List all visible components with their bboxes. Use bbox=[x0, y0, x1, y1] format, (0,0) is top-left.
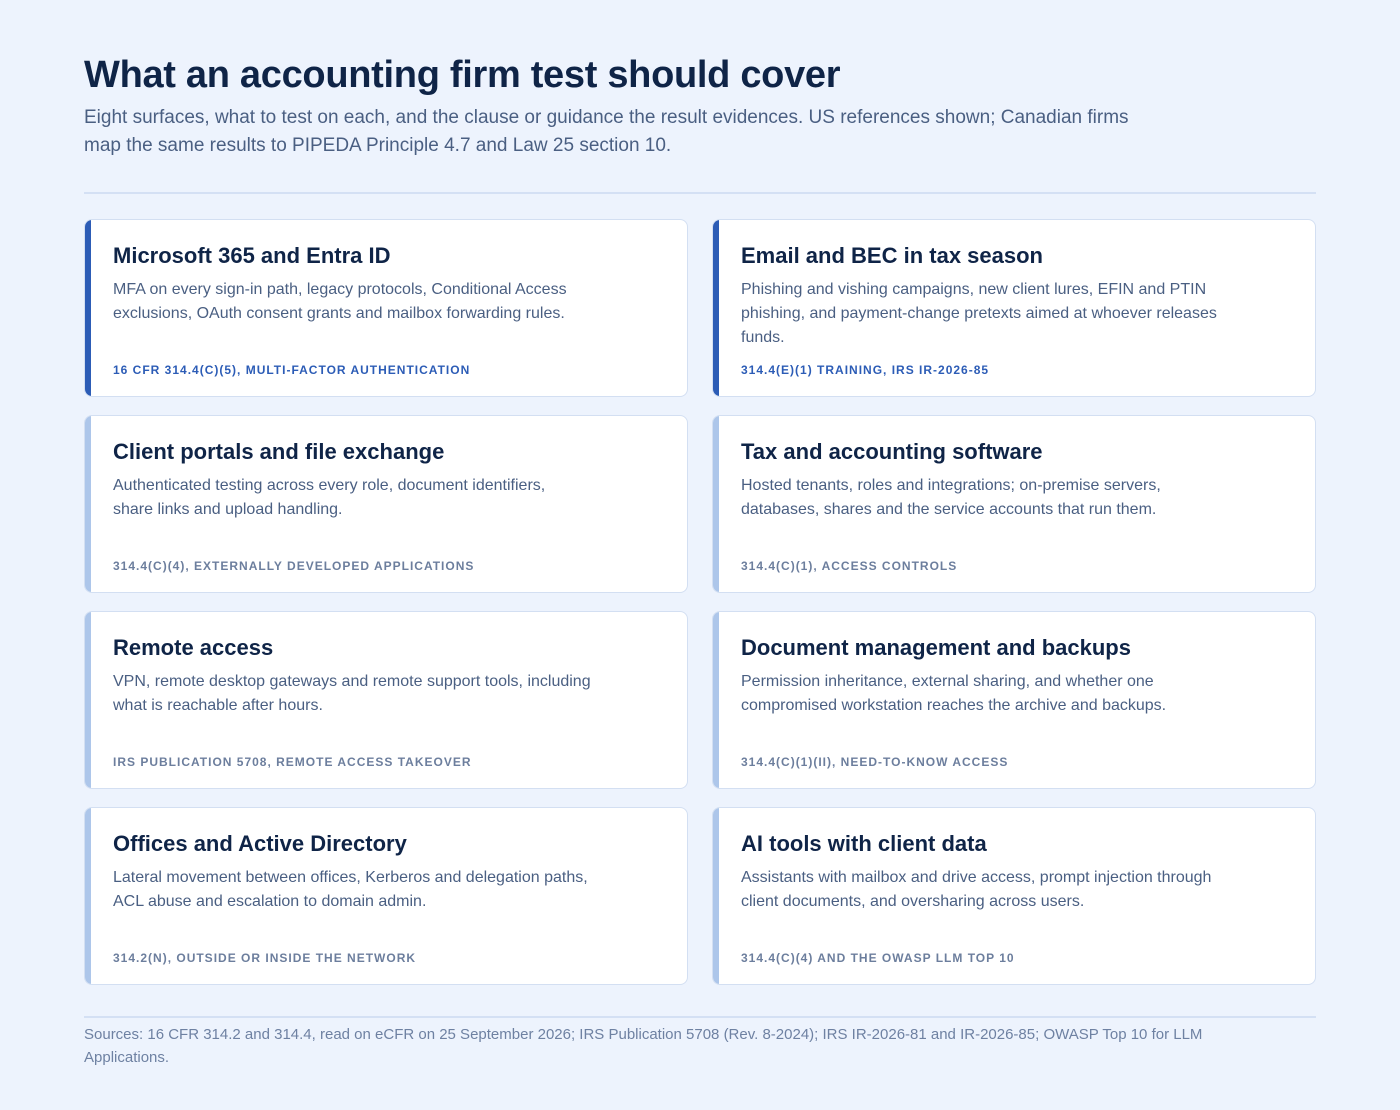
surface-card-ai-tools bbox=[712, 807, 1316, 985]
card-reference: 314.4(C)(4) AND THE OWASP LLM TOP 10 bbox=[741, 951, 1015, 965]
surface-grid bbox=[84, 219, 1316, 985]
card-reference: IRS PUBLICATION 5708, REMOTE ACCESS TAKEOVER bbox=[113, 755, 472, 769]
top-divider bbox=[84, 192, 1316, 194]
card-title: Client portals and file exchange bbox=[113, 439, 445, 464]
bottom-divider bbox=[84, 1016, 1316, 1018]
card-description: Phishing and vishing campaigns, new client lures, EFIN and PTIN phishing, and payment-change pretexts aimed at whoever releases funds. bbox=[741, 281, 1217, 346]
card-accent-bar bbox=[713, 612, 719, 788]
card-title: Remote access bbox=[113, 635, 274, 660]
card-reference: 314.4(C)(4), EXTERNALLY DEVELOPED APPLICATIONS bbox=[113, 559, 475, 573]
surface-card-email-bec bbox=[712, 219, 1316, 397]
card-title: AI tools with client data bbox=[741, 831, 987, 856]
card-reference: 16 CFR 314.4(C)(5), MULTI-FACTOR AUTHENTICATION bbox=[113, 363, 471, 377]
card-reference: 314.2(N), OUTSIDE OR INSIDE THE NETWORK bbox=[113, 951, 417, 965]
surface-card-client-portals bbox=[84, 415, 688, 593]
surface-card-microsoft-365 bbox=[84, 219, 688, 397]
card-description: VPN, remote desktop gateways and remote support tools, including what is reachable after hours. bbox=[113, 673, 591, 714]
surface-card-active-directory bbox=[84, 807, 688, 985]
card-description: MFA on every sign-in path, legacy protocols, Conditional Access exclusions, OAuth consent grants and mailbox forwarding rules. bbox=[113, 281, 567, 322]
page-title: What an accounting firm test should cover bbox=[84, 54, 841, 96]
card-description: Hosted tenants, roles and integrations; on-premise servers, databases, shares and the service accounts that run them. bbox=[741, 477, 1161, 518]
surface-card-remote-access bbox=[84, 611, 688, 789]
card-title: Document management and backups bbox=[741, 635, 1131, 660]
card-accent-bar bbox=[85, 220, 91, 396]
card-title: Microsoft 365 and Entra ID bbox=[113, 243, 391, 268]
card-reference: 314.4(C)(1)(II), NEED-TO-KNOW ACCESS bbox=[741, 755, 1009, 769]
card-description: Authenticated testing across every role, document identifiers, share links and upload handling. bbox=[113, 477, 546, 518]
card-accent-bar bbox=[713, 220, 719, 396]
card-accent-bar bbox=[713, 808, 719, 984]
page-subtitle: Eight surfaces, what to test on each, and the clause or guidance the result evidences. US references shown; Canadian firms map the same results to PIPEDA Principle 4.7 and Law 25 section 10. bbox=[84, 107, 1129, 156]
card-title: Offices and Active Directory bbox=[113, 831, 407, 856]
card-reference: 314.4(E)(1) TRAINING, IRS IR-2026-85 bbox=[741, 363, 990, 377]
surface-card-tax-software bbox=[712, 415, 1316, 593]
card-title: Tax and accounting software bbox=[741, 439, 1043, 464]
surface-card-document-management bbox=[712, 611, 1316, 789]
card-accent-bar bbox=[85, 416, 91, 592]
card-reference: 314.4(C)(1), ACCESS CONTROLS bbox=[741, 559, 958, 573]
card-accent-bar bbox=[85, 808, 91, 984]
sources-footnote: Sources: 16 CFR 314.2 and 314.4, read on eCFR on 25 September 2026; IRS Publication 5708 (Rev. 8-2024); IRS IR-2026-81 and IR-2026-85; OWASP Top 10 for LLM Applications. bbox=[84, 1026, 1203, 1066]
card-description: Assistants with mailbox and drive access, prompt injection through client documents, and oversharing across users. bbox=[741, 869, 1212, 910]
card-title: Email and BEC in tax season bbox=[741, 243, 1043, 268]
card-accent-bar bbox=[85, 612, 91, 788]
card-accent-bar bbox=[713, 416, 719, 592]
card-description: Lateral movement between offices, Kerberos and delegation paths, ACL abuse and escalation to domain admin. bbox=[113, 869, 588, 910]
card-description: Permission inheritance, external sharing, and whether one compromised workstation reaches the archive and backups. bbox=[741, 673, 1167, 714]
